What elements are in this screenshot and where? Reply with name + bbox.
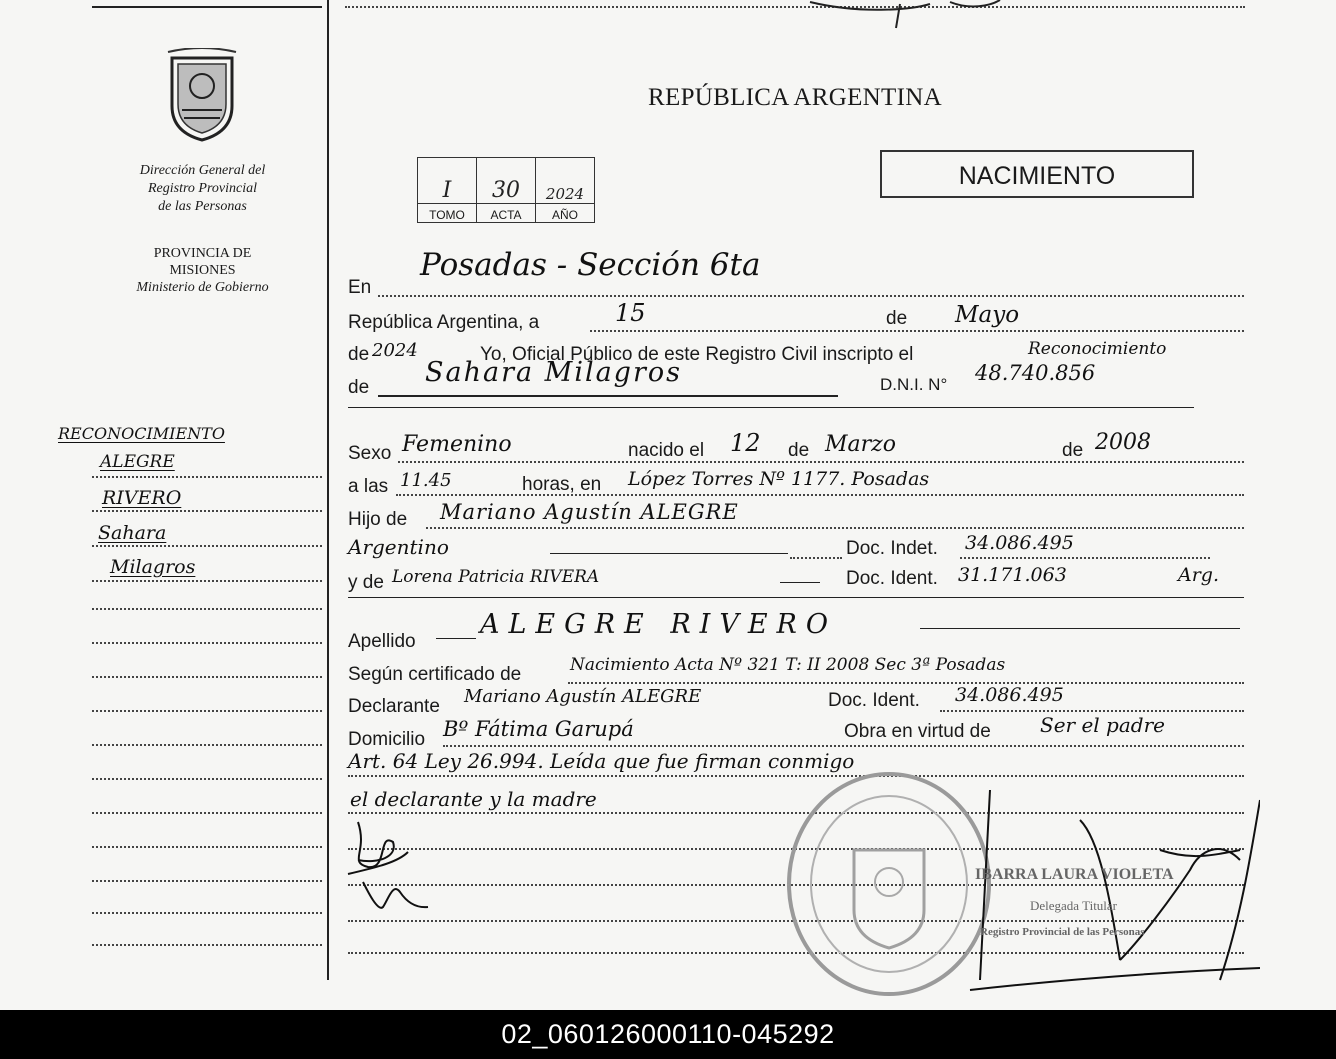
hw-act: Reconocimiento xyxy=(1028,339,1167,359)
anio-label: AÑO xyxy=(536,204,595,223)
hw-father-nat: Argentino xyxy=(348,535,449,559)
label-nacido: nacido el xyxy=(628,440,705,461)
label-a-las: a las xyxy=(348,476,389,497)
hw-father: Mariano Agustín ALEGRE xyxy=(440,500,739,524)
hw-birth-place: López Torres Nº 1177. Posadas xyxy=(628,468,930,490)
tomo-label: TOMO xyxy=(418,204,477,223)
margin-dotted-line xyxy=(92,676,322,678)
top-signature-fragment xyxy=(800,0,1100,32)
margin-note-line-3: RIVERO xyxy=(102,487,182,509)
office-line-2: Registro Provincial xyxy=(148,181,257,196)
label-sexo: Sexo xyxy=(348,443,392,464)
margin-dotted-line xyxy=(92,812,322,814)
dotted-line xyxy=(398,461,1244,463)
hw-mother-doc: 31.171.063 xyxy=(958,564,1067,586)
margin-dotted-line xyxy=(92,912,322,914)
label-y-de: y de xyxy=(348,572,384,593)
province-line-1: PROVINCIA DE xyxy=(153,246,252,261)
underline xyxy=(780,582,820,583)
office-line-3: de las Personas xyxy=(158,199,247,214)
hw-dni: 48.740.856 xyxy=(975,361,1096,385)
signature-role: Delegada Titular xyxy=(1030,898,1118,913)
hw-birth-day: 12 xyxy=(730,429,761,457)
hw-reason: Ser el padre xyxy=(1040,713,1165,737)
margin-dotted-line xyxy=(92,944,322,946)
acta-label: ACTA xyxy=(477,204,536,223)
top-rule-right xyxy=(345,6,1245,8)
label-declarante: Declarante xyxy=(348,696,440,717)
margin-dotted-line xyxy=(92,476,322,478)
label-yo: Yo, Oficial Público de este Registro Civil inscripto el xyxy=(480,344,914,365)
anio-value: 2024 xyxy=(536,158,595,204)
label-segun: Según certificado de xyxy=(348,664,522,685)
hw-notes-2: el declarante y la madre xyxy=(350,787,597,811)
office-line-1: Dirección General del xyxy=(139,163,266,178)
coat-of-arms-icon xyxy=(160,48,244,142)
official-signature-icon xyxy=(960,780,1260,1000)
hw-address: Bº Fátima Garupá xyxy=(443,717,634,741)
hw-sex: Femenino xyxy=(402,432,512,457)
dotted-line xyxy=(960,557,1210,559)
province-block xyxy=(95,245,310,296)
margin-dotted-line xyxy=(92,744,322,746)
label-de: de xyxy=(886,308,908,329)
country-title: REPÚBLICA ARGENTINA xyxy=(648,84,942,111)
label-domicilio: Domicilio xyxy=(348,729,426,750)
margin-divider xyxy=(327,0,329,980)
label-hijo: Hijo de xyxy=(348,509,408,530)
registry-office-name xyxy=(95,162,310,216)
margin-dotted-line xyxy=(92,778,322,780)
underline xyxy=(378,395,838,397)
hw-mother-nat: Arg. xyxy=(1178,564,1220,586)
declarant-signature-icon xyxy=(338,812,448,922)
label-dni: D.N.I. N° xyxy=(880,375,948,394)
hw-surname: ALEGRE RIVERO xyxy=(480,609,837,640)
hw-certificate: Nacimiento Acta Nº 321 T: II 2008 Sec 3ª Posadas xyxy=(570,655,1006,675)
underline xyxy=(920,628,1240,629)
section-rule xyxy=(348,597,1244,598)
label-de2: de xyxy=(348,377,370,398)
signature-name: IBARRA LAURA VIOLETA xyxy=(975,866,1174,883)
label-obra: Obra en virtud de xyxy=(844,721,991,742)
hw-mother: Lorena Patricia RIVERA xyxy=(392,567,600,587)
hw-birth-year: 2008 xyxy=(1095,430,1151,455)
label-de-year: de xyxy=(348,344,370,365)
label-de3: de xyxy=(788,440,810,461)
label-doc-ident: Doc. Ident. xyxy=(846,568,938,589)
dotted-line xyxy=(378,295,1244,297)
margin-note-line-5: Milagros xyxy=(110,556,196,578)
margin-dotted-line xyxy=(92,710,322,712)
dotted-line xyxy=(426,527,1244,529)
document-id-footer: 02_060126000110-045292 xyxy=(0,1010,1336,1059)
margin-dotted-line xyxy=(92,880,322,882)
hw-declarant: Mariano Agustín ALEGRE xyxy=(464,686,702,707)
hw-birth-month: Marzo xyxy=(825,432,896,457)
margin-dotted-line xyxy=(92,580,322,582)
margin-dotted-line xyxy=(92,846,322,848)
ministry-line: Ministerio de Gobierno xyxy=(136,280,269,295)
signature-office: Registro Provincial de las Personas xyxy=(980,926,1145,938)
hw-father-doc: 34.086.495 xyxy=(965,532,1074,554)
hw-place: Posadas - Sección 6ta xyxy=(420,247,761,283)
margin-note-line-2: ALEGRE xyxy=(100,452,175,472)
hw-declarant-doc: 34.086.495 xyxy=(955,684,1064,706)
section-rule xyxy=(348,407,1194,408)
margin-dotted-line xyxy=(92,608,322,610)
hw-month: Mayo xyxy=(955,302,1020,328)
hw-year: 2024 xyxy=(372,340,418,361)
record-id-table xyxy=(417,157,595,223)
label-doc-indet: Doc. Indet. xyxy=(846,538,938,559)
label-apellido: Apellido xyxy=(348,631,416,652)
dotted-line xyxy=(443,745,1244,747)
label-en: En xyxy=(348,277,372,298)
hw-notes-1: Art. 64 Ley 26.994. Leída que fue firman conmigo xyxy=(348,749,855,773)
margin-dotted-line xyxy=(92,642,322,644)
hw-hour: 11.45 xyxy=(400,470,452,491)
dotted-line xyxy=(590,330,1244,332)
underline xyxy=(436,638,476,639)
margin-dotted-line xyxy=(92,545,322,547)
margin-dotted-line xyxy=(92,510,322,512)
top-rule-left xyxy=(92,6,322,8)
province-line-2: MISIONES xyxy=(169,263,236,278)
label-doc-ident2: Doc. Ident. xyxy=(828,690,920,711)
label-horas: horas, en xyxy=(522,474,602,495)
underline xyxy=(550,553,788,554)
dotted-line xyxy=(790,557,842,559)
margin-note-line-4: Sahara xyxy=(98,522,167,544)
hw-name: Sahara Milagros xyxy=(425,357,682,388)
tomo-value: I xyxy=(418,158,477,204)
hw-day: 15 xyxy=(615,299,646,327)
label-republica: República Argentina, a xyxy=(348,312,540,333)
margin-note-line-1: RECONOCIMIENTO xyxy=(58,424,225,443)
record-type-box: NACIMIENTO xyxy=(880,150,1194,198)
label-de4: de xyxy=(1062,440,1084,461)
acta-value: 30 xyxy=(477,158,536,204)
